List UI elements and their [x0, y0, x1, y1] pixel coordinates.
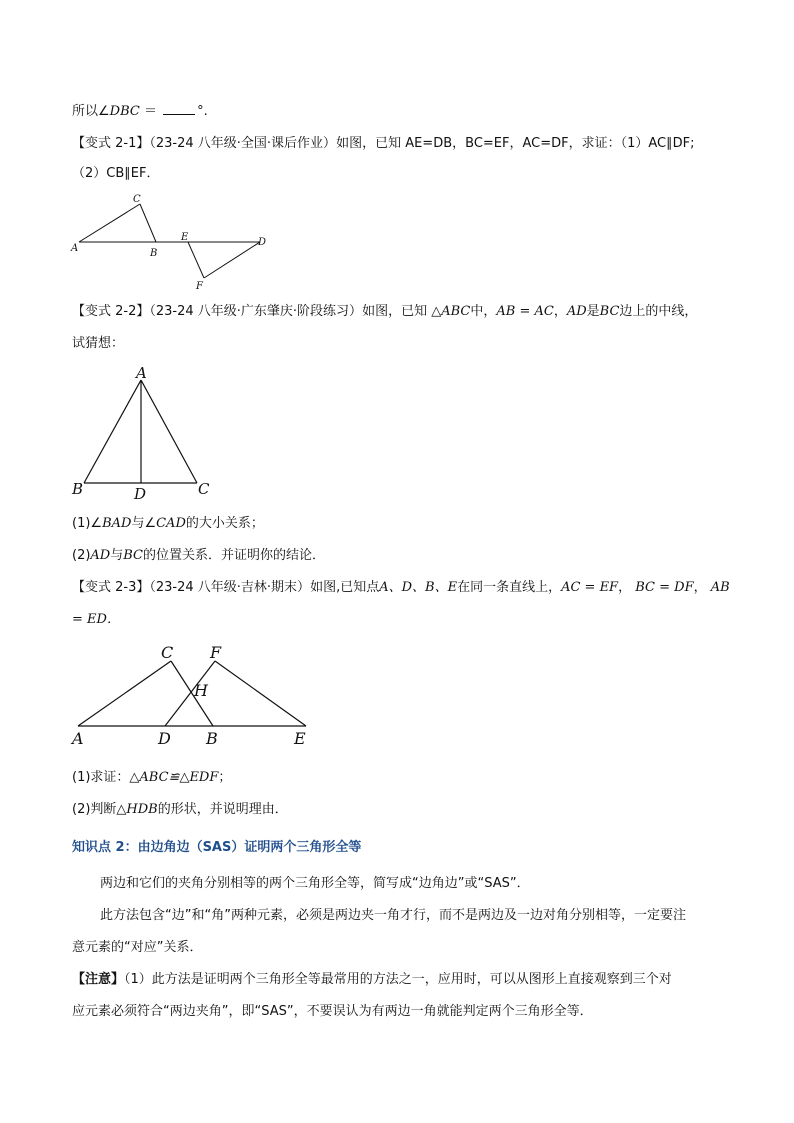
fig3-label-c: C [161, 643, 174, 662]
line-ac [141, 380, 197, 483]
kp2-paragraph-2b: 意元素的“对应”关系． [72, 940, 203, 955]
variant-2-3-points: A、D、B、E [379, 580, 458, 595]
fig3-label-f: F [210, 643, 222, 662]
answer-eq: ＝ [143, 104, 157, 119]
v23-q1-math: △ABC≌△EDF [129, 770, 219, 785]
line-fe [215, 661, 306, 726]
line-ac [79, 204, 140, 242]
fig1-label-e: E [181, 232, 189, 243]
fig3-label-a: A [72, 729, 84, 748]
line-ef [188, 242, 204, 278]
v23-q2-end: 的形状，并说明理由． [157, 802, 288, 817]
fig2-label-d: D [134, 485, 147, 503]
kp2-note-line1 [72, 970, 672, 990]
q1-angle-cad: CAD [156, 516, 186, 531]
v23-q2-pre: (2)判断 [72, 802, 117, 817]
variant-2-3-comma2: ， [693, 580, 707, 595]
variant-2-3-cond3b: = ED． [72, 612, 120, 627]
q2-ad: AD [90, 548, 111, 563]
fig1-label-f: F [196, 281, 203, 292]
variant-2-2-text2: 试猜想： [72, 336, 125, 351]
answer-suffix: °. [197, 104, 208, 119]
fig1-label-a: A [71, 243, 79, 254]
fig1-label-b: B [150, 248, 158, 259]
fig3-label-d: D [158, 729, 171, 748]
variant-2-1-text2: （2）CB∥EF． [72, 166, 160, 181]
variant-2-2-is: 是 [586, 304, 600, 319]
answer-line [72, 102, 208, 122]
variant-2-1-line2 [72, 164, 159, 184]
variant-2-2-text-pre: 如图，已知 [362, 304, 428, 319]
variant-2-3-q2 [72, 800, 288, 820]
variant-2-2-sep: ， [553, 304, 567, 319]
variant-2-1-text1: 如图，已知 AE=DB，BC=EF，AC=DF，求证：（1）AC∥DF; [336, 136, 695, 151]
v23-q1-pre: (1)求证： [72, 770, 130, 785]
variant-2-3-line1 [72, 578, 730, 598]
variant-2-1-line1 [72, 134, 694, 154]
q2-end: 的位置关系．并证明你的结论． [143, 548, 326, 563]
figure-2-1 [70, 190, 280, 290]
variant-2-3-q1 [72, 768, 231, 788]
variant-2-2-q1 [72, 514, 264, 534]
variant-2-2-ad: AD [566, 304, 587, 319]
variant-2-3-tag: 【变式 2-3】 [72, 580, 150, 595]
figure-2-2 [70, 362, 220, 502]
kp2-paragraph-1: 两边和它们的夹角分别相等的两个三角形全等，简写成“边角边”或“SAS”． [100, 876, 530, 891]
fig3-label-e: E [294, 729, 306, 748]
fig3-label-b: B [206, 729, 218, 748]
fig1-label-c: C [133, 194, 141, 205]
fig2-label-a: A [136, 364, 147, 382]
q1-pre: (1)∠ [72, 516, 103, 531]
q1-end: 的大小关系； [185, 516, 264, 531]
kp2-note-line2: 应元素必须符合“两边夹角”，即“SAS”，不要误认为有两边一角就能判定两个三角形全等． [72, 1004, 593, 1019]
variant-2-3-cond2: BC = DF [635, 580, 694, 595]
line-cb [140, 204, 156, 242]
variant-2-3-cond1: AC = EF [561, 580, 619, 595]
variant-2-3-comma1: ， [618, 580, 632, 595]
fig2-label-c: C [198, 480, 210, 498]
variant-2-2-text-mid: 中， [470, 304, 497, 319]
answer-prefix: 所以∠ [72, 104, 110, 119]
q1-angle-bad: BAD [102, 516, 132, 531]
line-ab [84, 380, 141, 483]
q2-bc: BC [123, 548, 143, 563]
fig1-label-d: D [258, 237, 267, 248]
variant-2-1-source: （23-24 八年级·全国·课后作业） [149, 136, 337, 151]
variant-2-2-text-end: 边上的中线， [619, 304, 698, 319]
fig3-label-h: H [194, 681, 208, 700]
q2-mid: 与 [110, 548, 124, 563]
fig2-label-b: B [72, 480, 84, 498]
variant-2-2-line1 [72, 302, 697, 322]
variant-2-2-source: （23-24 八年级·广东肇庆·阶段练习） [149, 304, 363, 319]
variant-2-3-cond3a: AB [710, 580, 730, 595]
answer-angle: DBC [109, 104, 140, 119]
variant-2-2-q2 [72, 546, 325, 566]
variant-2-2-tag: 【变式 2-2】 [72, 304, 150, 319]
variant-2-3-text-mid: 在同一条直线上， [457, 580, 562, 595]
variant-2-3-line2 [72, 610, 120, 630]
note-tag: 【注意】 [72, 972, 125, 987]
v23-q1-end: ； [218, 770, 232, 785]
variant-2-3-text-pre: 如图,已知点 [310, 580, 380, 595]
variant-2-1-tag: 【变式 2-1】 [72, 136, 150, 151]
knowledge-point-2-title: 知识点 2：由边角边（SAS）证明两个三角形全等 [72, 840, 362, 855]
figure-2-3 [70, 640, 320, 750]
note-text-a: （1）此方法是证明两个三角形全等最常用的方法之一，应用时，可以从图形上直接观察到三个对 [124, 972, 672, 987]
variant-2-3-source: （23-24 八年级·吉林·期末） [149, 580, 311, 595]
q2-pre: (2) [72, 548, 91, 563]
q1-mid: 与∠ [131, 516, 157, 531]
kp2-paragraph-2a: 此方法包含“边”和“角”两种元素，必须是两边夹一角才行，而不是两边及一边对角分别相等，一定要注 [100, 908, 686, 923]
variant-2-2-line2 [72, 334, 124, 354]
v23-q2-math: △HDB [116, 802, 158, 817]
variant-2-2-bc: BC [599, 304, 620, 319]
variant-2-2-cond: AB = AC [496, 304, 554, 319]
answer-blank[interactable] [163, 102, 195, 115]
variant-2-2-triangle: △ABC [431, 304, 471, 319]
line-fd [204, 242, 260, 278]
line-ac [78, 661, 171, 726]
